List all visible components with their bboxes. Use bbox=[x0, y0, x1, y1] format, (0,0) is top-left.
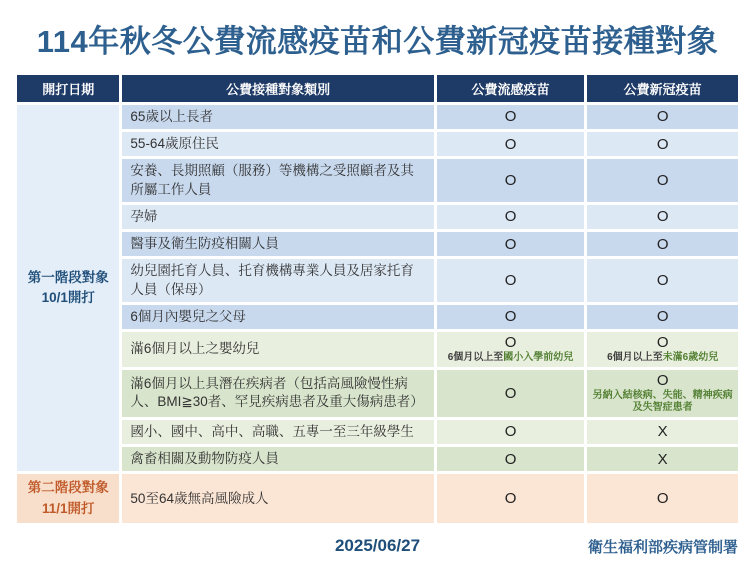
category-cell: 禽畜相關及動物防疫人員 bbox=[122, 447, 433, 471]
poster-page bbox=[0, 16, 755, 556]
covid-mark-cell bbox=[587, 132, 738, 156]
covid-mark-cell bbox=[587, 420, 738, 444]
covid-mark-cell bbox=[587, 232, 738, 256]
flu-mark-cell bbox=[437, 420, 585, 444]
table-row bbox=[17, 259, 738, 301]
header-covid-vaccine: 公費新冠疫苗 bbox=[587, 75, 738, 102]
covid-mark: O bbox=[656, 235, 669, 253]
flu-mark: O bbox=[504, 135, 517, 153]
flu-mark-cell bbox=[437, 205, 585, 229]
covid-mark-cell bbox=[587, 305, 738, 329]
flu-mark: O bbox=[504, 308, 517, 326]
header-target-category: 公費接種對象類別 bbox=[122, 75, 433, 102]
flu-mark: O bbox=[504, 271, 517, 289]
covid-mark-cell bbox=[587, 205, 738, 229]
flu-mark-cell bbox=[437, 105, 585, 129]
flu-mark-cell bbox=[437, 259, 585, 301]
covid-note: 6個月以上至未滿6歲幼兒 bbox=[607, 352, 719, 364]
phase-label-line1: 第一階段對象 bbox=[27, 269, 109, 285]
table-row bbox=[17, 132, 738, 156]
covid-mark: O bbox=[656, 172, 669, 190]
flu-note: 6個月以上至國小入學前幼兒 bbox=[447, 352, 574, 364]
category-cell: 醫事及衛生防疫相關人員 bbox=[122, 232, 433, 256]
category-cell: 50至64歲無高風險成人 bbox=[122, 474, 433, 523]
table-row bbox=[17, 159, 738, 201]
flu-mark: O bbox=[504, 384, 517, 402]
covid-mark: O bbox=[656, 371, 669, 389]
covid-mark: O bbox=[656, 271, 669, 289]
flu-mark: O bbox=[504, 235, 517, 253]
flu-mark: O bbox=[504, 108, 517, 126]
flu-mark-cell bbox=[437, 447, 585, 471]
flu-mark: O bbox=[504, 490, 517, 508]
covid-mark-cell bbox=[587, 159, 738, 201]
table-row bbox=[17, 474, 738, 523]
flu-mark: O bbox=[504, 450, 517, 468]
table-row bbox=[17, 205, 738, 229]
footer-agency: 衛生福利部疾病管制署 bbox=[587, 538, 738, 556]
covid-mark: O bbox=[656, 333, 669, 351]
flu-mark: O bbox=[504, 333, 517, 351]
page-title: 114年秋冬公費流感疫苗和公費新冠疫苗接種對象 bbox=[36, 24, 719, 59]
flu-mark-cell bbox=[437, 132, 585, 156]
covid-mark: X bbox=[657, 450, 668, 468]
covid-mark: O bbox=[656, 208, 669, 226]
header-start-date: 開打日期 bbox=[17, 75, 119, 102]
table-row bbox=[17, 305, 738, 329]
covid-mark: O bbox=[656, 108, 669, 126]
table-row bbox=[17, 105, 738, 129]
category-cell: 國小、國中、高中、高職、五專一至三年級學生 bbox=[122, 420, 433, 444]
flu-mark-cell bbox=[437, 305, 585, 329]
phase-label-line1: 第二階段對象 bbox=[27, 480, 109, 496]
flu-mark: O bbox=[504, 208, 517, 226]
flu-mark-cell bbox=[437, 232, 585, 256]
footer-date: 2025/06/27 bbox=[334, 535, 421, 555]
flu-mark-cell bbox=[437, 474, 585, 523]
vaccine-eligibility-table bbox=[14, 72, 741, 526]
phase-cell bbox=[17, 474, 119, 523]
category-cell: 65歲以上長者 bbox=[122, 105, 433, 129]
covid-mark-cell bbox=[587, 474, 738, 523]
flu-mark-cell bbox=[437, 370, 585, 417]
table-row bbox=[17, 447, 738, 471]
phase-label-line2: 10/1開打 bbox=[41, 290, 95, 306]
footer bbox=[0, 536, 755, 562]
table-row bbox=[17, 370, 738, 417]
category-cell: 安養、長期照顧（服務）等機構之受照顧者及其所屬工作人員 bbox=[122, 159, 433, 201]
covid-mark-cell bbox=[587, 105, 738, 129]
category-cell: 滿6個月以上具潛在疾病者（包括高風險慢性病人、BMI≧30者、罕見疾病患者及重大傷病患者） bbox=[122, 370, 433, 417]
covid-mark-cell bbox=[587, 370, 738, 417]
covid-mark-cell bbox=[587, 332, 738, 367]
category-cell: 幼兒園托育人員、托育機構專業人員及居家托育人員（保母） bbox=[122, 259, 433, 301]
category-cell: 孕婦 bbox=[122, 205, 433, 229]
category-cell: 滿6個月以上之嬰幼兒 bbox=[122, 332, 433, 367]
covid-mark: O bbox=[656, 308, 669, 326]
category-cell: 55-64歲原住民 bbox=[122, 132, 433, 156]
flu-mark-cell bbox=[437, 332, 585, 367]
flu-mark-cell bbox=[437, 159, 585, 201]
covid-mark-cell bbox=[587, 447, 738, 471]
covid-mark: X bbox=[657, 423, 668, 441]
phase-label-line2: 11/1開打 bbox=[41, 500, 95, 516]
category-cell: 6個月內嬰兒之父母 bbox=[122, 305, 433, 329]
flu-mark: O bbox=[504, 172, 517, 190]
table-row bbox=[17, 332, 738, 367]
covid-note: 另納入結核病、失能、精神疾病及失智症患者 bbox=[592, 389, 733, 414]
table-header-row bbox=[17, 75, 738, 102]
flu-mark: O bbox=[504, 423, 517, 441]
header-flu-vaccine: 公費流感疫苗 bbox=[437, 75, 585, 102]
table-row bbox=[17, 420, 738, 444]
covid-mark: O bbox=[656, 490, 669, 508]
table-row bbox=[17, 232, 738, 256]
table-body bbox=[17, 105, 738, 523]
covid-mark-cell bbox=[587, 259, 738, 301]
covid-mark: O bbox=[656, 135, 669, 153]
phase-cell bbox=[17, 105, 119, 471]
